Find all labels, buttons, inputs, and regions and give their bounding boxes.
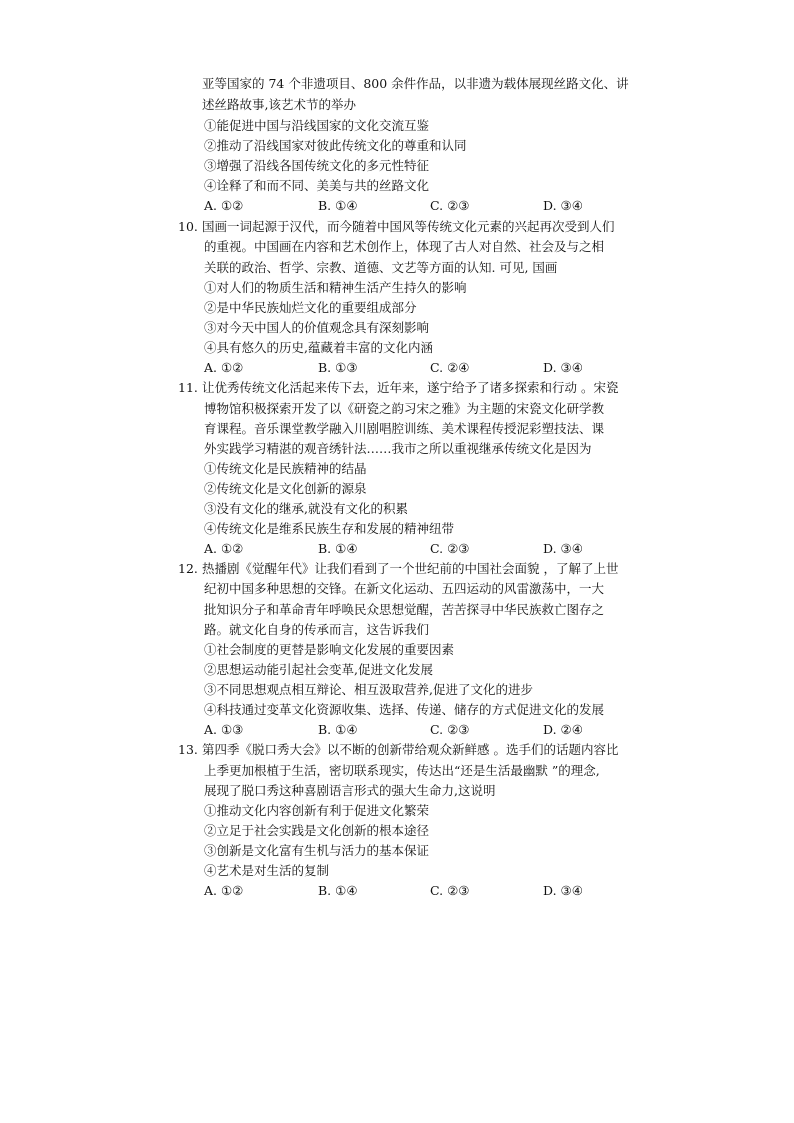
q13-choice-a: A. ①② — [204, 883, 244, 898]
q9-choice-b: B. ①④ — [318, 198, 358, 213]
q12-stem-line: 批知识分子和革命青年呼唤民众思想觉醒，苦苦探寻中华民族救亡图存之 — [204, 602, 605, 617]
q13-choice-b: B. ①④ — [318, 883, 358, 898]
q9-choice-c: C. ②③ — [430, 198, 470, 213]
q10-number: 10. — [178, 219, 198, 234]
q9-option-item: ①能促进中国与沿线国家的文化交流互鉴 — [204, 118, 430, 133]
q12-option-item: ④科技通过变革文化资源收集、选择、传递、储存的方式促进文化的发展 — [204, 702, 605, 717]
q11-stem-line: 博物馆积极探索开发了以《研瓷之韵习宋之雅》为主题的宋瓷文化研学教 — [204, 401, 605, 416]
q11-stem-line: 让优秀传统文化活起来传下去，近年来，遂宁给予了诸多探索和行动 。宋瓷 — [202, 380, 619, 395]
q13-stem-line: 上季更加根植于生活，密切联系现实，传达出“还是生活最幽默 ”的理念, — [204, 763, 600, 778]
q11-option-item: ①传统文化是民族精神的结晶 — [204, 461, 367, 476]
q13-choice-d: D. ③④ — [543, 883, 583, 898]
q9-option-item: ④诠释了和而不同、美美与共的丝路文化 — [204, 178, 430, 193]
q10-choice-b: B. ①③ — [318, 360, 358, 375]
q12-stem-line: 路。就文化自身的传承而言，这告诉我们 — [204, 622, 430, 637]
q10-stem-line: 关联的政治、哲学、宗教、道德、文艺等方面的认知. 可见, 国画 — [204, 260, 558, 275]
q10-choice-d: D. ③④ — [543, 360, 583, 375]
q11-option-item: ④传统文化是维系民族生存和发展的精神纽带 — [204, 521, 455, 536]
q11-option-item: ②传统文化是文化创新的源泉 — [204, 481, 367, 496]
q9-choice-d: D. ③④ — [543, 198, 583, 213]
q11-stem-line: 育课程。音乐课堂教学融入川剧唱腔训练、美术课程传授泥彩塑技法、课 — [204, 421, 605, 436]
q13-option-item: ①推动文化内容创新有利于促进文化繁荣 — [204, 803, 430, 818]
q10-stem-line: 的重视。中国画在内容和艺术创作上，体现了古人对自然、社会及与之相 — [204, 239, 605, 254]
q9-option-item: ③增强了沿线各国传统文化的多元性特征 — [204, 158, 430, 173]
q12-choice-c: C. ②③ — [430, 722, 470, 737]
q11-number: 11. — [178, 380, 198, 395]
q13-stem-line: 第四季《脱口秀大会》以不断的创新带给观众新鲜感 。选手们的话题内容比 — [202, 742, 619, 757]
q12-option-item: ③不同思想观点相互辩论、相互汲取营养,促进了文化的进步 — [204, 682, 533, 697]
q11-choice-c: C. ②③ — [430, 541, 470, 556]
q9-stem-line: 述丝路故事,该艺术节的举办 — [202, 97, 356, 112]
q10-option-item: ①对人们的物质生活和精神生活产生持久的影响 — [204, 280, 467, 295]
q12-number: 12. — [178, 561, 198, 576]
q12-option-item: ①社会制度的更替是影响文化发展的重要因素 — [204, 642, 455, 657]
q11-choice-a: A. ①② — [204, 541, 244, 556]
q12-choice-a: A. ①③ — [204, 722, 244, 737]
q9-option-item: ②推动了沿线国家对彼此传统文化的尊重和认同 — [204, 138, 467, 153]
q11-stem-line: 外实践学习精湛的观音绣针法……我市之所以重视继承传统文化是因为 — [204, 441, 592, 456]
q13-stem-line: 展现了脱口秀这种喜剧语言形式的强大生命力,这说明 — [204, 783, 496, 798]
q13-number: 13. — [178, 742, 198, 757]
q10-choice-a: A. ①② — [204, 360, 244, 375]
q10-option-item: ②是中华民族灿烂文化的重要组成部分 — [204, 300, 417, 315]
q12-option-item: ②思想运动能引起社会变革,促进文化发展 — [204, 662, 433, 677]
q11-choice-d: D. ③④ — [543, 541, 583, 556]
q10-option-item: ④具有悠久的历史,蕴藏着丰富的文化内涵 — [204, 340, 433, 355]
q13-option-item: ③创新是文化富有生机与活力的基本保证 — [204, 843, 430, 858]
q10-stem-line: 国画一词起源于汉代，而今随着中国风等传统文化元素的兴起再次受到人们 — [202, 219, 615, 234]
q12-choice-d: D. ②④ — [543, 722, 583, 737]
q13-choice-c: C. ②③ — [430, 883, 470, 898]
q12-stem-line: 纪初中国多种思想的交锋。在新文化运动、五四运动的风雷激荡中，一大 — [204, 581, 605, 596]
q9-stem-line: 亚等国家的 74 个非遗项目、800 余件作品，以非遗为载体展现丝路文化、讲 — [202, 76, 629, 91]
q12-stem-line: 热播剧《觉醒年代》让我们看到了一个世纪前的中国社会面貌 ，了解了上世 — [202, 561, 619, 576]
q10-choice-c: C. ②④ — [430, 360, 470, 375]
q11-option-item: ③没有文化的继承,就没有文化的积累 — [204, 501, 408, 516]
q13-option-item: ④艺术是对生活的复制 — [204, 863, 330, 878]
q11-choice-b: B. ①④ — [318, 541, 358, 556]
q10-option-item: ③对今天中国人的价值观念具有深刻影响 — [204, 320, 430, 335]
q12-choice-b: B. ①④ — [318, 722, 358, 737]
q13-option-item: ②立足于社会实践是文化创新的根本途径 — [204, 823, 430, 838]
q9-choice-a: A. ①② — [204, 198, 244, 213]
